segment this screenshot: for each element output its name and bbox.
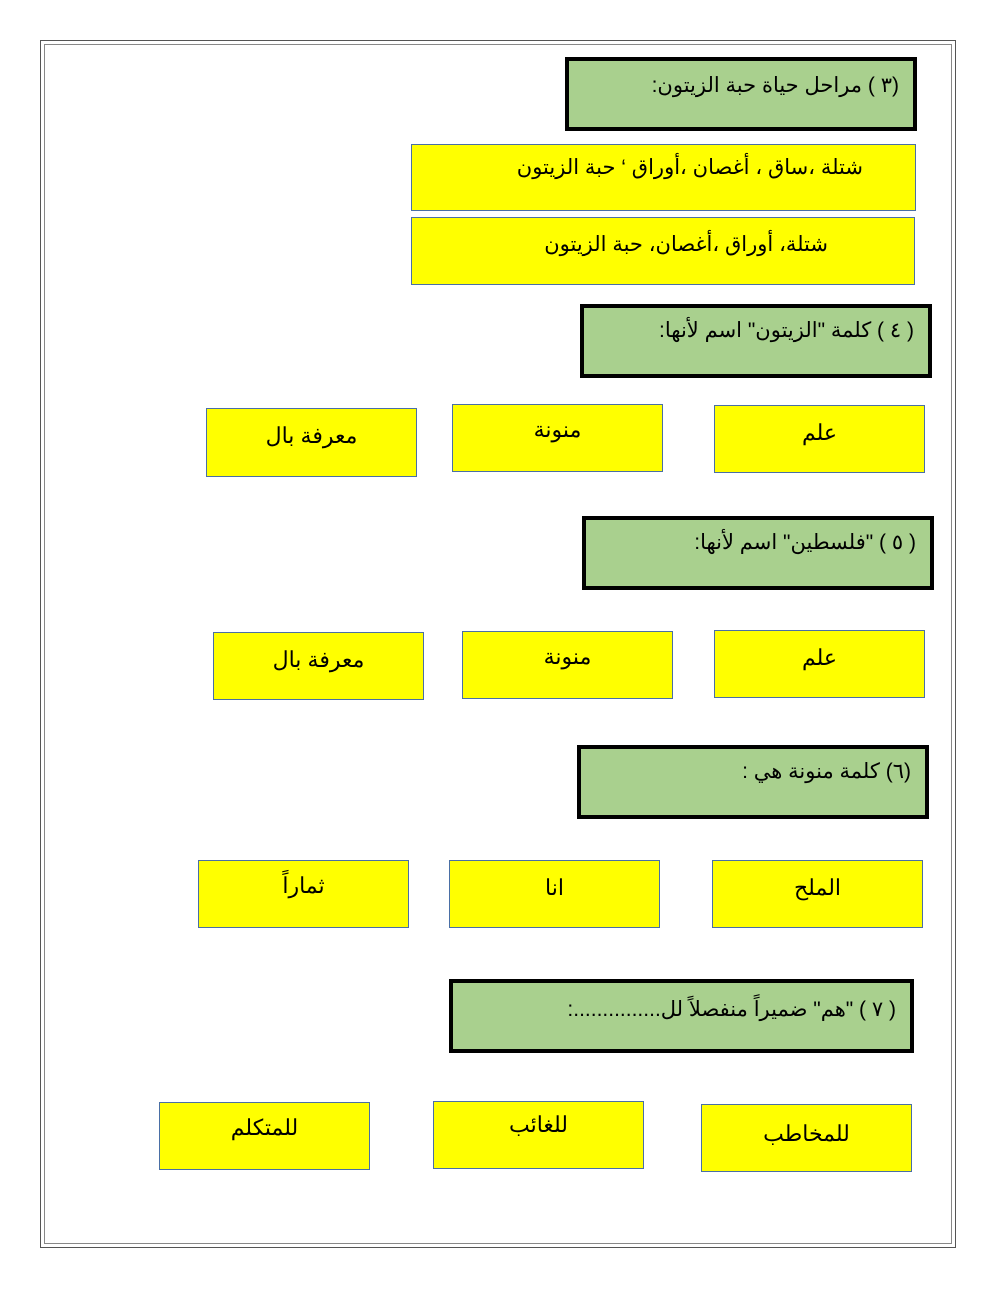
question-6-title: (٦) كلمة منونة هي : [577,745,929,819]
q7-option-mukhatab[interactable]: للمخاطب [701,1104,912,1172]
q6-option-milh[interactable]: الملح [712,860,923,928]
question-4-title: ( ٤ ) كلمة "الزيتون" اسم لأنها: [580,304,932,378]
q5-option-marifa[interactable]: معرفة بال [213,632,424,700]
question-5-title: ( ٥ ) "فلسطين" اسم لأنها: [582,516,934,590]
q7-option-mutakallim[interactable]: للمتكلم [159,1102,370,1170]
q3-option-1[interactable]: شتلة ،ساق ، أغصان ،أوراق ‘ حبة الزيتون [411,144,916,211]
q6-option-ana[interactable]: انا [449,860,660,928]
q7-option-ghaib[interactable]: للغائب [433,1101,644,1169]
q5-option-munawwana[interactable]: منونة [462,631,673,699]
q4-option-marifa[interactable]: معرفة بال [206,408,417,477]
q4-option-munawwana[interactable]: منونة [452,404,663,472]
question-7-title: ( ٧ ) "هم" ضميراً منفصلاً لل...............: [449,979,914,1053]
q4-option-alam[interactable]: علم [714,405,925,473]
q3-option-2[interactable]: شتلة، أوراق ،أغصان، حبة الزيتون [411,217,915,285]
q5-option-alam[interactable]: علم [714,630,925,698]
question-3-title: (٣ ) مراحل حياة حبة الزيتون: [565,57,917,131]
q6-option-thimar[interactable]: ثماراً [198,860,409,928]
